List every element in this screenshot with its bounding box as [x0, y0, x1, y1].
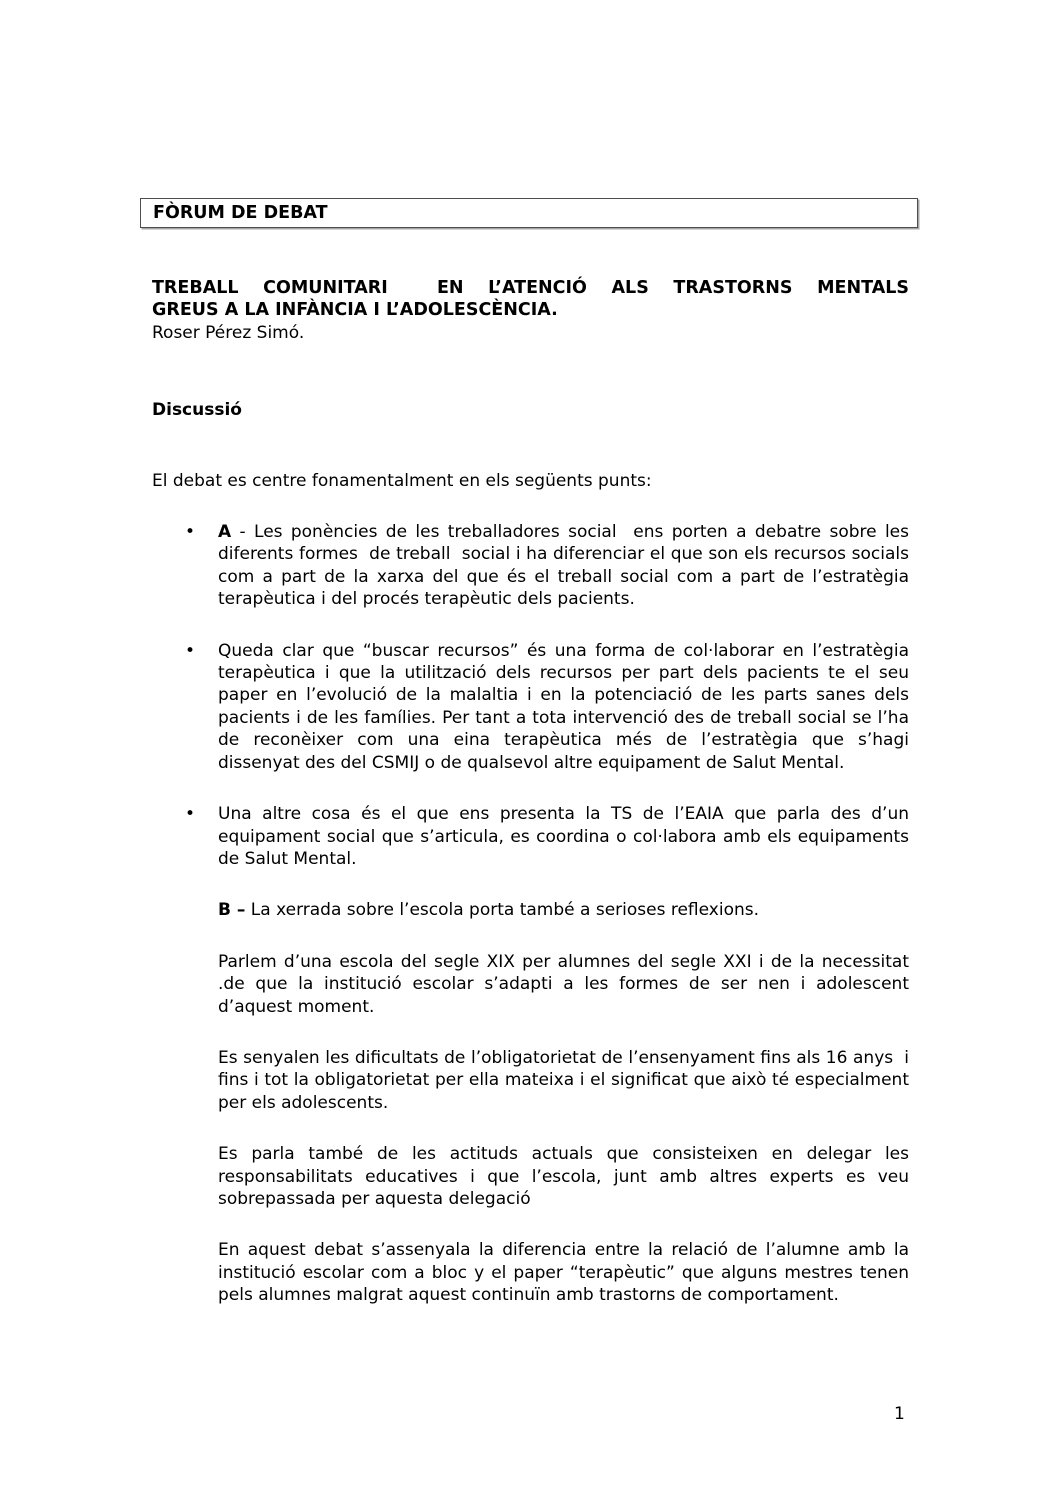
doc-title-line-1: TREBALL COMUNITARI EN L’ATENCIÓ ALS TRASTORNS MENTALS	[152, 278, 909, 298]
paragraph-text: La xerrada sobre l’escola porta també a serioses reflexions.	[245, 900, 760, 921]
bullet-a-lead: A	[218, 522, 232, 543]
bullet-item-a	[152, 521, 909, 611]
bullet-text: Una altre cosa és el que ens presenta la TS de l’EAIA que parla des d’un equipament social que s’articula, es coordina o col·labora amb els equipaments de Salut Mental.	[218, 804, 909, 869]
paragraph-lead: B –	[218, 900, 246, 921]
bullet-icon: •	[185, 804, 196, 825]
paragraph-b-xerrada	[152, 899, 909, 921]
doc-title-line-2: GREUS A LA INFÀNCIA I L’ADOLESCÈNCIA.	[152, 300, 558, 321]
page-number: 1	[894, 1404, 905, 1424]
document-content	[152, 277, 909, 1336]
paragraph-en-aquest-debat	[152, 1239, 909, 1306]
paragraph-text: En aquest debat s’assenyala la diferencia entre la relació de l’alumne amb la institució escolar com a bloc y el paper “terapèutic” que alguns mestres tenen pels alumnes malgrat aquest continuïn amb trastorns de comportament.	[218, 1240, 909, 1306]
paragraph-parlem	[152, 951, 909, 1018]
paragraph-text: Es parla també de les actituds actuals que consisteixen en delegar les responsabilitats educatives i que l’escola, junt amb altres experts es veu sobrepassada per aquesta delegació	[218, 1144, 909, 1209]
doc-author: Roser Pérez Simó.	[152, 322, 305, 343]
bullet-text: Queda clar que “buscar recursos” és una forma de col·laborar en l’estratègia terapèutica i que la utilització dels recursos per part dels pacients te el seu paper en l’evolució de la malaltia i en la potenciació de les parts sanes dels pacients i de les famílies. Per tant a tota intervenció des de treball social se l’ha de reconèixer com una eina terapèutica més de l’estratègia que s’hagi dissenyat des del CSMIJ o de qualsevol altre equipament de Salut Mental.	[218, 640, 909, 773]
bullet-a-text: - Les ponències de les treballadores social ens porten a debatre sobre les diferents formes de treball social i ha diferenciar el que son els recursos socials com a part de la xarxa del que és el treball social com a part de l’estratègia terapèutica i del procés terapèutic dels pacients.	[218, 522, 909, 610]
paragraph-es-parla	[152, 1143, 909, 1210]
paragraph-text: Es senyalen les dificultats de l’obligatorietat de l’ensenyament fins als 16 anys i fins i tot la obligatorietat per ella mateixa i el significat que això té especialment per els adolescents.	[218, 1047, 909, 1113]
bullet-icon: •	[185, 640, 196, 661]
bullet-item-queda-clar	[152, 640, 909, 774]
header-box	[140, 198, 918, 228]
paragraph-text: Parlem d’una escola del segle XIX per alumnes del segle XXI i de la necessitat .de que la institució escolar s’adapti a les formes de ser nen i adolescent d’aquest moment.	[218, 951, 909, 1017]
intro-paragraph: El debat es centre fonamentalment en els següents punts:	[152, 470, 652, 491]
header-title: FÒRUM DE DEBAT	[153, 203, 328, 223]
section-heading: Discussió	[152, 400, 242, 421]
bullet-icon: •	[185, 522, 196, 543]
paragraph-es-senyalen	[152, 1047, 909, 1114]
bullet-item-una-altre	[152, 803, 909, 870]
